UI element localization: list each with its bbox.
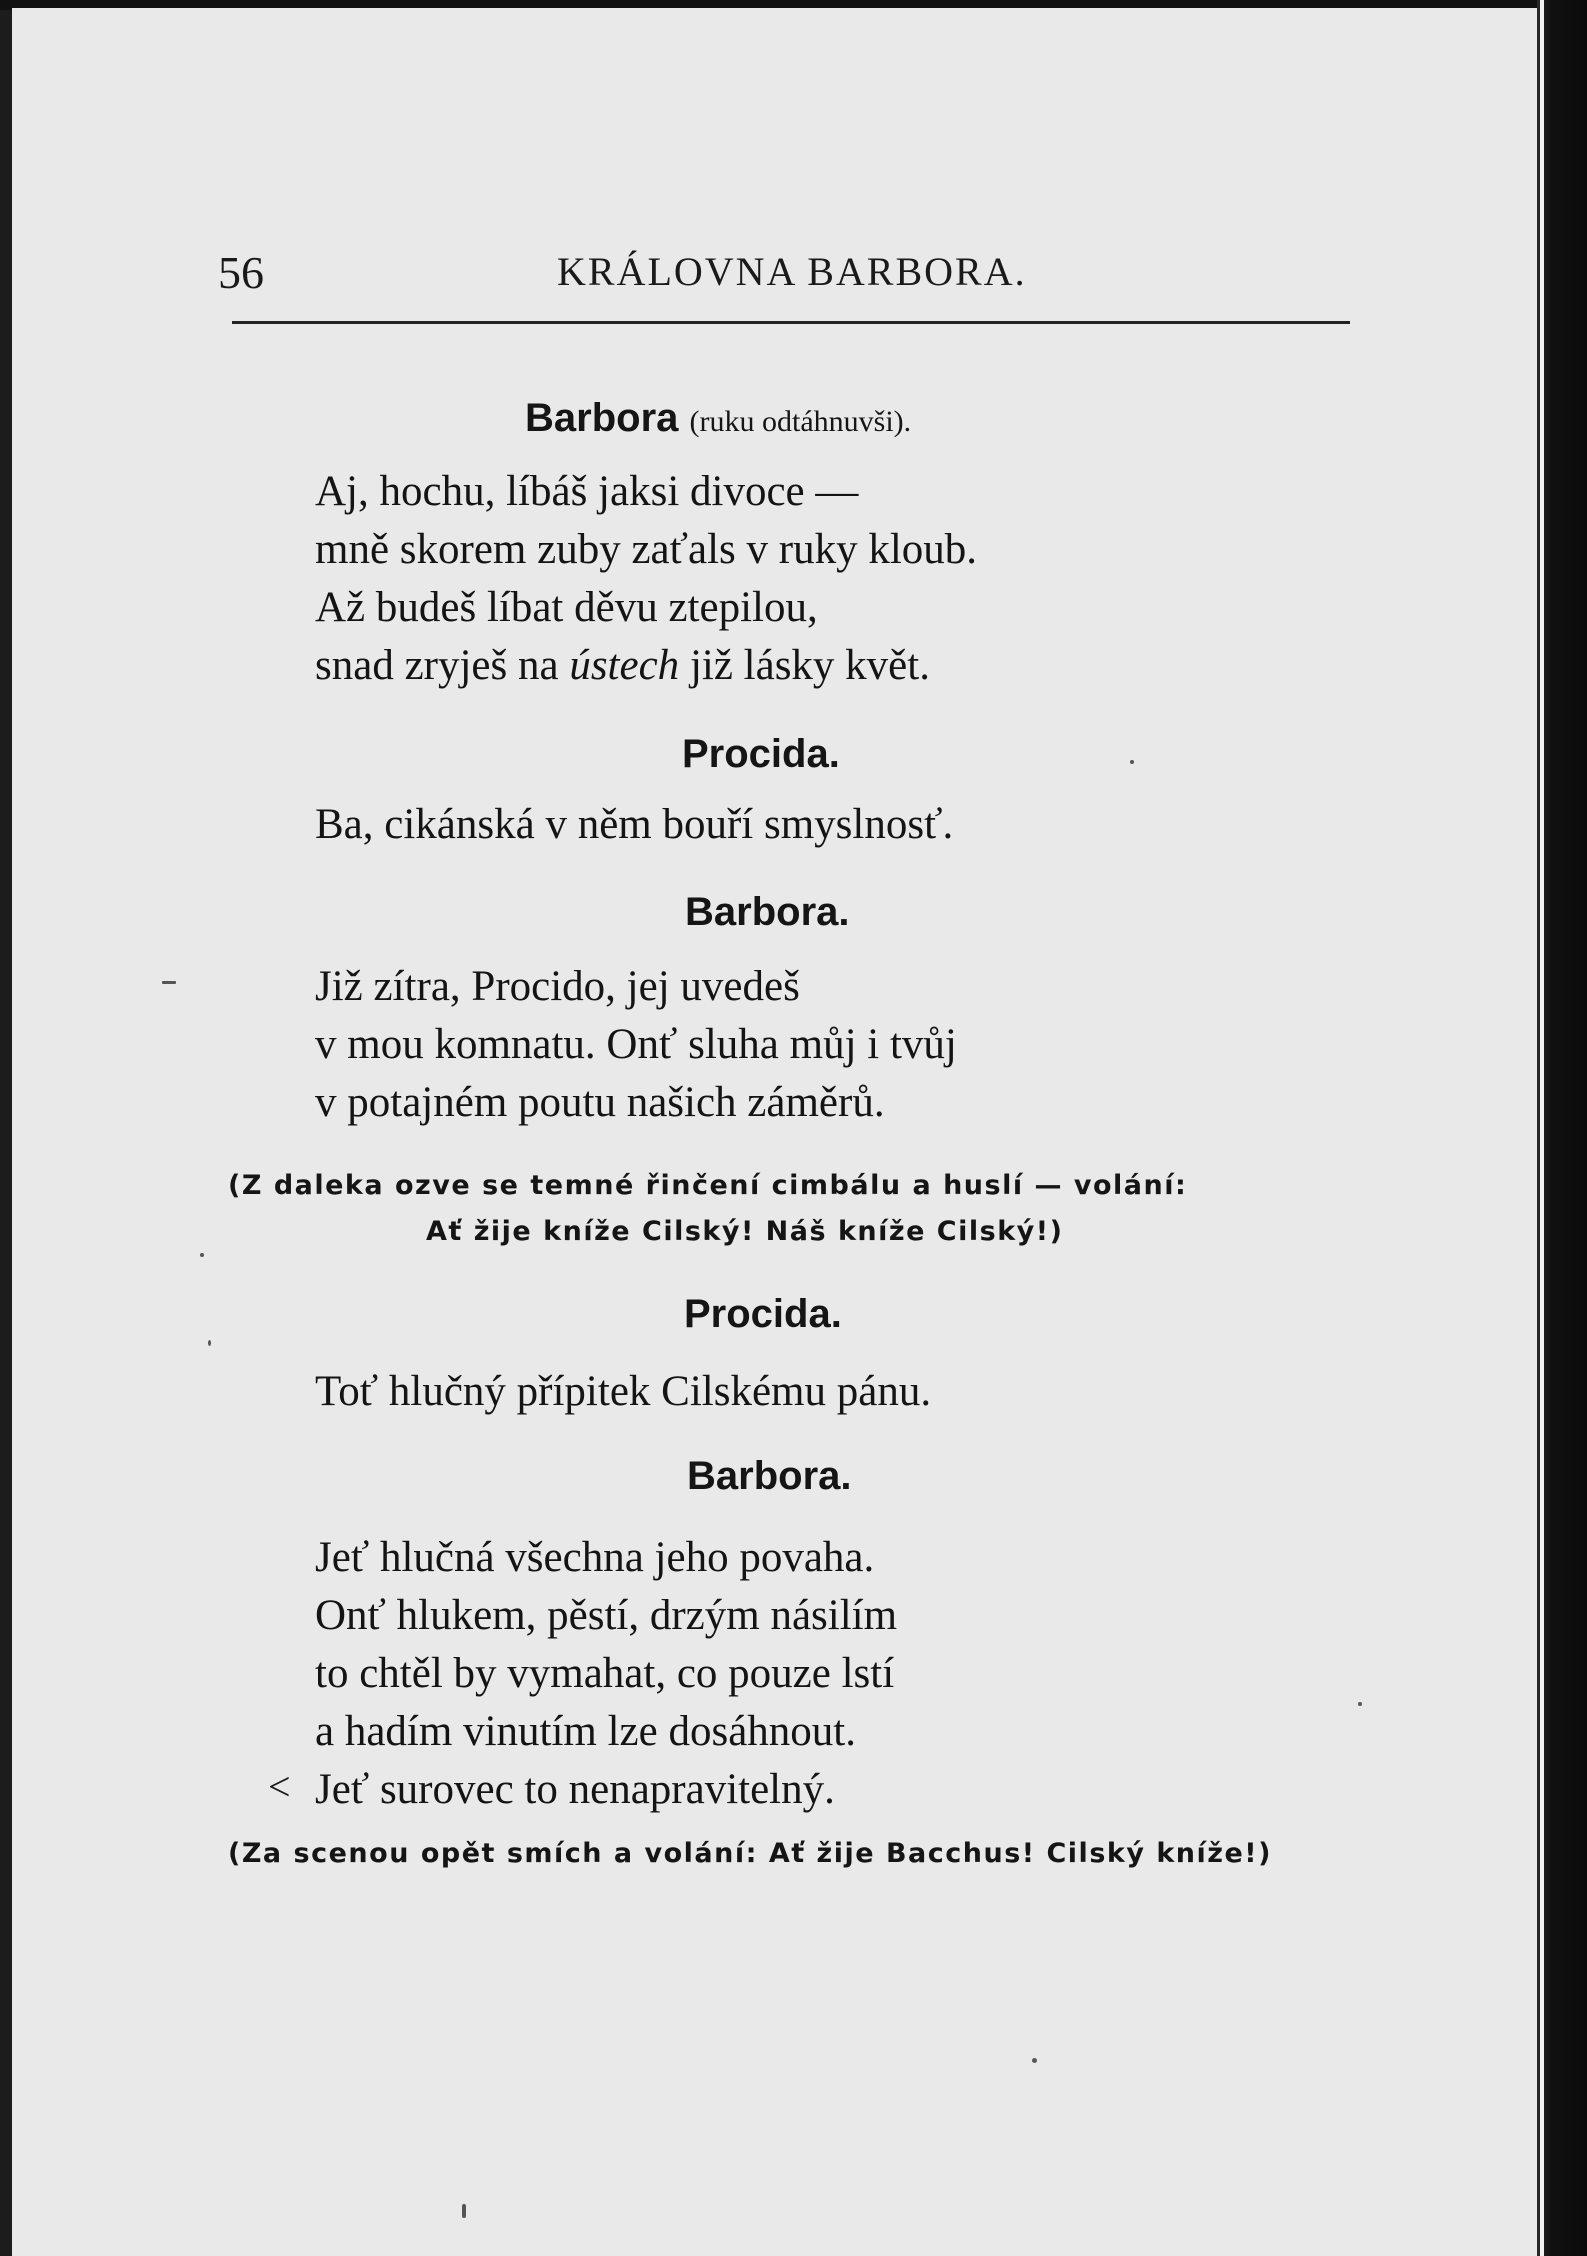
- stage-direction-line: Ať žije kníže Cilský! Náš kníže Cilský!): [426, 1216, 1064, 1247]
- speaker-barbora-2: Barbora.: [685, 890, 850, 934]
- scan-speck: [208, 1340, 211, 1346]
- verse-block-2: [315, 796, 953, 854]
- verse-block-3: [315, 958, 957, 1132]
- verse-block-4: [315, 1363, 931, 1421]
- speaker-procida-1: Procida.: [682, 732, 840, 776]
- speaker-name: Barbora: [525, 396, 679, 440]
- verse-line: Jeť surovec to nenapravitelný.: [315, 1766, 835, 1813]
- verse-line-with-emphasis: snad zryješ na ústech již lásky květ.: [315, 642, 930, 689]
- verse-line: v potajném poutu našich záměrů.: [315, 1079, 885, 1126]
- stage-direction-line: (Z daleka ozve se temné řinčení cimbálu a huslí — volání:: [228, 1170, 1188, 1201]
- stage-direction-line: (Za scenou opět smích a volání: Ať žije Bacchus! Cilský kníže!): [228, 1838, 1272, 1869]
- verse-line: Aj, hochu, líbáš jaksi divoce —: [315, 468, 859, 515]
- emphasized-word: ústech: [569, 642, 680, 689]
- verse-line: to chtěl by vymahat, co pouze lstí: [315, 1650, 895, 1697]
- page-edge-highlight: [1540, 0, 1544, 2256]
- verse-line: Až budeš líbat děvu ztepilou,: [315, 584, 818, 631]
- verse-block-5: [315, 1529, 897, 1819]
- verse-line: mně skorem zuby zaťals v ruky kloub.: [315, 526, 978, 573]
- margin-mark: <: [268, 1764, 291, 1809]
- verse-line: Ba, cikánská v něm bouří smyslnosť.: [315, 801, 954, 848]
- running-title: KRÁLOVNA BARBORA.: [557, 249, 1027, 294]
- verse-line: Onť hlukem, pěstí, drzým násilím: [315, 1592, 898, 1639]
- scan-speck: [162, 981, 176, 984]
- verse-line: Toť hlučný přípitek Cilskému pánu.: [315, 1368, 932, 1415]
- scan-right-border: [1537, 0, 1587, 2256]
- book-page: [12, 8, 1537, 2256]
- header-rule: [232, 321, 1350, 324]
- page-number: 56: [218, 247, 264, 298]
- speaker-barbora-3: Barbora.: [687, 1454, 852, 1498]
- scan-speck: [1032, 2058, 1037, 2063]
- verse-line: a hadím vinutím lze dosáhnout.: [315, 1708, 856, 1755]
- scan-speck: [200, 1253, 204, 1257]
- verse-line: Již zítra, Procido, jej uvedeš: [315, 963, 800, 1010]
- scan-speck: [1130, 760, 1134, 764]
- speaker-procida-2: Procida.: [684, 1292, 842, 1336]
- verse-block-1: [315, 463, 977, 695]
- scan-speck: [1358, 1702, 1362, 1706]
- scan-speck: [462, 2204, 466, 2218]
- verse-line: Jeť hlučná všechna jeho povaha.: [315, 1534, 875, 1581]
- stage-direction-inline: (ruku odtáhnuvši).: [689, 405, 912, 438]
- verse-line: v mou komnatu. Onť sluha můj i tvůj: [315, 1021, 957, 1068]
- speaker-barbora-1: [525, 396, 911, 441]
